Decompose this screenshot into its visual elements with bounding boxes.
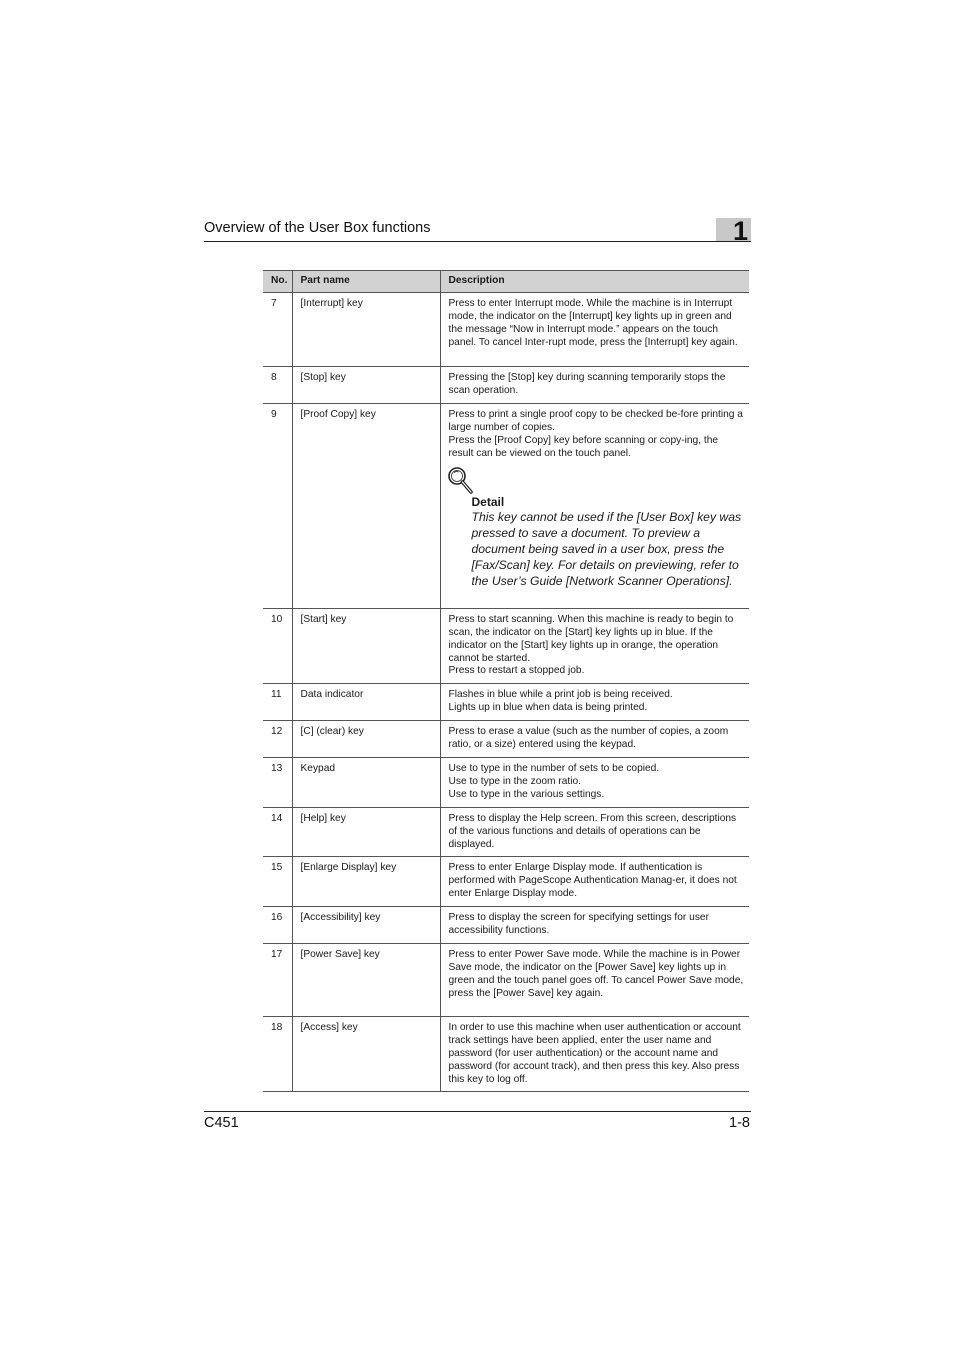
table-row [263,857,749,907]
row-number: 14 [263,807,292,857]
description-line: Use to type in the various settings. [448,788,605,800]
chapter-number: 1 [732,216,748,246]
row-description [440,757,749,807]
description-line: Press to erase a value (such as the number of copies, a zoom ratio, or a size) entered using the keypad. [448,726,729,751]
row-description [440,857,749,907]
table-row [263,943,749,1016]
row-number: 8 [263,367,292,404]
row-number: 13 [263,757,292,807]
row-description [440,684,749,721]
row-part-name: [Help] key [292,807,440,857]
row-number: 16 [263,907,292,944]
row-part-name: [Interrupt] key [292,293,440,367]
description-line: Pressing the [Stop] key during scanning temporarily stops the scan operation. [448,372,726,396]
row-part-name: Data indicator [292,684,440,721]
table-row [263,721,749,758]
row-number: 18 [263,1016,292,1092]
row-part-name: Keypad [292,757,440,807]
row-part-name: [C] (clear) key [292,721,440,758]
row-description [440,367,749,404]
footer-model: C451 [204,1115,239,1131]
row-description [440,943,749,1016]
row-number: 10 [263,608,292,684]
parts-table [263,270,749,1092]
description-line: Press to restart a stopped job. [448,665,585,677]
column-header-part-name: Part name [292,271,440,293]
column-header-no: No. [263,271,292,293]
description-line: Press to enter Power Save mode. While the machine is in Power Save mode, the indicator on the [Power Save] key lights up in green and the touch panel goes off. To cancel Power Save mode, press the [Power Save] key again. [448,948,744,999]
description-line: Press to display the Help screen. From this screen, descriptions of the various functions and details of operations can be displayed. [448,812,737,850]
magnifier-icon [447,466,473,494]
table-row [263,403,749,608]
description-line: Press to enter Interrupt mode. While the machine is in Interrupt mode, the indicator on the [Interrupt] key lights up in green and the message “Now in Interrupt mode.” appears on the touch panel. To cancel Inter-rupt mode, press the [Interrupt] key again. [448,298,738,348]
row-part-name: [Access] key [292,1016,440,1092]
chapter-badge [716,216,751,246]
table-row [263,757,749,807]
row-part-name: [Stop] key [292,367,440,404]
detail-text: This key cannot be used if the [User Box] key was pressed to save a document. To preview a document being saved in a user box, press the [Fax/Scan] key. For details on previewing, refer to the User’s Guide [Network Scanner Operations]. [471,510,742,589]
detail-title: Detail [471,495,505,510]
row-description [440,1016,749,1092]
footer-rule [204,1111,751,1112]
row-number: 9 [263,403,292,608]
description-line: Use to type in the number of sets to be copied. [448,762,660,774]
row-number: 7 [263,293,292,367]
row-part-name: [Proof Copy] key [292,403,440,608]
row-description [440,608,749,684]
detail-note [449,466,746,589]
row-description [440,403,749,608]
row-description [440,721,749,758]
column-header-description: Description [440,271,749,293]
description-line: Press to print a single proof copy to be checked be-fore printing a large number of copies. [448,408,743,433]
table-row [263,907,749,944]
parts-table-body [263,293,749,1092]
description-line: Use to type in the zoom ratio. [448,775,582,787]
description-line: In order to use this machine when user authentication or account track settings have been applied, enter the user name and password (for user authentication) or the account name and password (for account track), and then press this key. Also press this key to log off. [448,1021,741,1085]
description-line: Press to display the screen for specifying settings for user accessibility functions. [448,912,709,937]
row-description [440,293,749,367]
table-header-row [263,271,749,293]
footer-page-number: 1-8 [729,1115,750,1131]
description-line: Flashes in blue while a print job is being received. [448,689,673,701]
row-number: 11 [263,684,292,721]
page-header-title: Overview of the User Box functions [204,220,431,236]
table-row [263,293,749,367]
header-rule [204,241,751,242]
row-number: 17 [263,943,292,1016]
table-row [263,807,749,857]
row-description [440,807,749,857]
table-row [263,367,749,404]
row-part-name: [Start] key [292,608,440,684]
description-line: Press to start scanning. When this machine is ready to begin to scan, the indicator on the [Start] key lights up in blue. If the indicator on the [Start] key lights up in orange, the operation cannot be started. [448,613,734,664]
row-part-name: [Power Save] key [292,943,440,1016]
description-line: Press to enter Enlarge Display mode. If authentication is performed with PageScope Authentication Manag-er, it does not enter Enlarge Display mode. [448,862,737,900]
table-row [263,1016,749,1092]
row-description [440,907,749,944]
row-part-name: [Accessibility] key [292,907,440,944]
row-number: 15 [263,857,292,907]
table-row [263,608,749,684]
row-number: 12 [263,721,292,758]
description-line: Lights up in blue when data is being printed. [448,702,648,714]
row-part-name: [Enlarge Display] key [292,857,440,907]
table-row [263,684,749,721]
description-line: Press the [Proof Copy] key before scanning or copy-ing, the result can be viewed on the touch panel. [448,434,719,459]
